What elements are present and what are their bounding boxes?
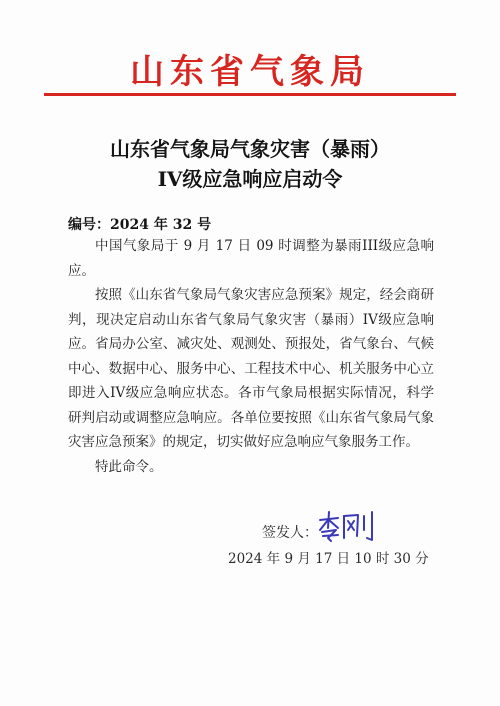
body-paragraph-1: 中国气象局于 9 月 17 日 09 时调整为暴雨III级应急响应。 [68,238,434,279]
signer-label: 签发人： [262,525,318,541]
issuing-authority-header: 山东省气象局 [130,52,370,92]
document-title [0,134,500,194]
title-line-1: 山东省气象局气象灾害（暴雨） [110,137,390,161]
body-paragraph-3: 特此命令。 [95,458,163,475]
document-number: 编号：2024 年 32 号 [68,217,212,233]
signing-datetime: 2024 年 9 月 17 日 10 时 30 分 [228,551,429,567]
title-line-2: IV级应急响应启动令 [157,167,343,191]
body-paragraph-2: 按照《山东省气象局气象灾害应急预案》规定，经会商研判，现决定启动山东省气象局气象灾害（暴雨）IV级应急响应。省局办公室、减灾处、观测处、预报处，省气象台、气候中心、数据中心、服务中心、工程技术中心、机关服务中心立即进入IV级应急响应状态。各市气象局根据实际情况，科学研判启动或调整应急响应。各单位要按照《山东省气象局气象灾害应急预案》的规定，切实做好应急响应气象服务工作。 [68,287,434,450]
handwritten-signature [314,508,380,544]
document-body [68,234,434,479]
red-header-rule [44,93,456,96]
